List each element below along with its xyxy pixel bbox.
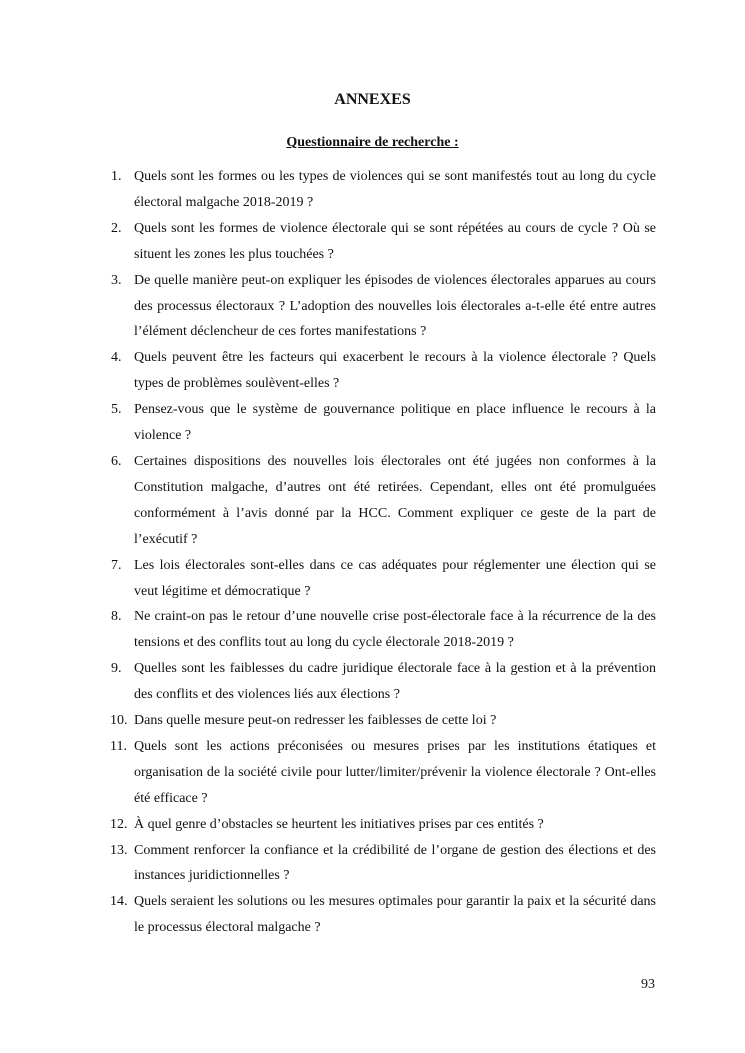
question-text: Les lois électorales sont-elles dans ce cas adéquates pour réglementer une élection qui se veut légitime et démocratique ? — [134, 557, 656, 599]
question-item — [100, 216, 656, 268]
question-number: 12. — [110, 816, 128, 832]
question-number: 7. — [111, 557, 122, 573]
question-number: 1. — [111, 169, 122, 184]
page-number: 93 — [641, 977, 655, 992]
question-list — [100, 164, 656, 941]
question-item — [100, 656, 656, 708]
question-text: Quels sont les formes de violence électorale qui se sont répétées au cours de cycle ? Où se situent les zones les plus touchées ? — [134, 220, 656, 262]
question-text: Ne craint-on pas le retour d’une nouvelle crise post-électorale face à la récurrence de la des tensions et des conflits tout au long du cycle électorale 2018-2019 ? — [134, 609, 656, 651]
question-number: 3. — [111, 272, 122, 288]
question-item — [100, 734, 656, 812]
question-item — [100, 345, 656, 397]
question-number: 4. — [111, 350, 122, 366]
question-text: Pensez-vous que le système de gouvernance politique en place influence le recours à la violence ? — [134, 402, 656, 444]
question-item — [100, 553, 656, 605]
question-text: Quels seraient les solutions ou les mesures optimales pour garantir la paix et la sécurité dans le processus électoral malgache ? — [134, 894, 656, 936]
question-item — [100, 164, 656, 216]
question-number: 9. — [111, 661, 122, 677]
section-title — [0, 134, 745, 152]
question-text: Certaines dispositions des nouvelles lois électorales ont été jugées non conformes à la Constitution malgache, d’autres ont été retirées. Cependant, elles ont été promulguées conformément à l’avis donné par la HCC. Comment expliquer ce geste de la part de l’exécutif ? — [134, 453, 656, 547]
question-text: À quel genre d’obstacles se heurtent les initiatives prises par ces entités ? — [134, 816, 544, 832]
question-text: Dans quelle mesure peut-on redresser les faiblesses de cette loi ? — [134, 713, 497, 729]
question-item — [100, 268, 656, 346]
question-text: Quels sont les formes ou les types de violences qui se sont manifestés tout au long du cycle électoral malgache 2018-2019 ? — [134, 169, 656, 210]
question-number: 8. — [111, 609, 122, 625]
question-text: Quelles sont les faiblesses du cadre juridique électorale face à la gestion et à la prévention des conflits et des violences liés aux élections ? — [134, 661, 656, 703]
question-text: Quels sont les actions préconisées ou mesures prises par les institutions étatiques et organisation de la société civile pour lutter/limiter/prévenir la violence électorale ? Ont-elles été efficace ? — [134, 738, 656, 806]
question-item — [100, 812, 656, 838]
question-item — [100, 708, 656, 734]
question-number: 11. — [110, 738, 127, 754]
question-text: Quels peuvent être les facteurs qui exacerbent le recours à la violence électorale ? Quels types de problèmes soulèvent-elles ? — [134, 350, 656, 392]
question-number: 2. — [111, 220, 122, 236]
page-title: ANNEXES — [334, 91, 411, 108]
question-number: 14. — [110, 894, 128, 910]
question-text: De quelle manière peut-on expliquer les épisodes de violences électorales apparues au cours des processus électoraux ? L’adoption des nouvelles lois électorales a-t-elle été entre autres l’élément déclencheur de ces fortes manifestations ? — [134, 272, 656, 340]
question-number: 10. — [110, 713, 128, 729]
question-text: Comment renforcer la confiance et la crédibilité de l’organe de gestion des élections et des instances juridictionnelles ? — [134, 842, 656, 884]
question-item — [100, 838, 656, 890]
question-number: 13. — [110, 842, 128, 858]
question-item — [100, 889, 656, 941]
section-title-text: Questionnaire de recherche : — [286, 135, 459, 150]
question-item — [100, 604, 656, 656]
question-number: 6. — [111, 453, 122, 469]
question-item — [100, 449, 656, 553]
question-item — [100, 397, 656, 449]
question-number: 5. — [111, 402, 122, 418]
